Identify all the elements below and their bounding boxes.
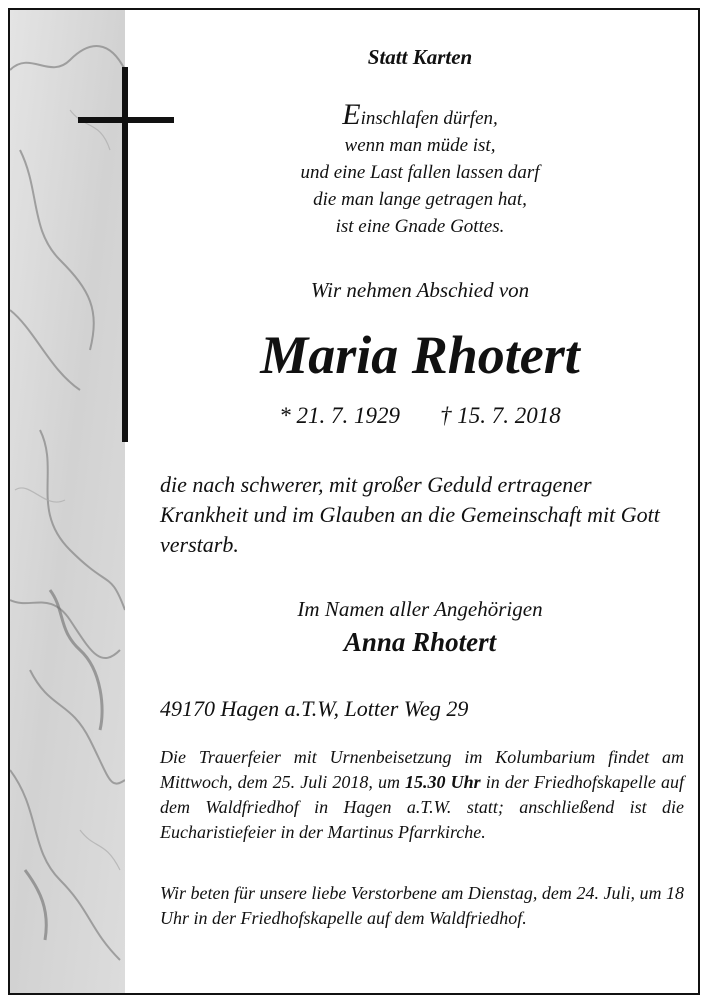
life-dates [160, 403, 680, 429]
marble-panel [10, 10, 125, 993]
poem-line: und eine Last fallen lassen darf [300, 162, 540, 183]
poem-line: die man lange getragen hat, [313, 189, 527, 210]
service-text-before: Die Trauerfeier mit Urnenbeisetzung im Kolumbarium findet am Mittwoch, dem 25. Juli 2018, um [160, 747, 684, 792]
service-text-after: in der Friedhofskapelle auf dem Waldfriedhof in Hagen a.T.W. statt; anschließend ist die Eucharistiefeier in der Martinus Pfarrkirche. [160, 772, 684, 842]
service-paragraph [160, 745, 684, 845]
family-signature: Anna Rhotert [343, 627, 497, 657]
marble-veins-image [10, 10, 125, 993]
cross-vertical-bar [122, 67, 128, 442]
family-intro: Im Namen aller Angehörigen [297, 597, 543, 621]
death-date: † 15. 7. 2018 [440, 403, 561, 428]
obituary-card [8, 8, 700, 995]
prayer-paragraph: Wir beten für unsere liebe Verstorbene am Dienstag, dem 24. Juli, um 18 Uhr in der Friedhofskapelle auf dem Waldfriedhof. [160, 883, 684, 928]
deceased-name: Maria Rhotert [260, 325, 580, 385]
birth-date: * 21. 7. 1929 [279, 403, 400, 428]
poem-line: ist eine Gnade Gottes. [335, 216, 505, 237]
address: 49170 Hagen a.T.W, Lotter Weg 29 [160, 696, 469, 721]
poem-line: Einschlafen dürfen, [342, 98, 498, 131]
description-paragraph: die nach schwerer, mit großer Geduld ertragener Krankheit und im Glauben an die Gemeinschaft mit Gott verstarb. [160, 472, 660, 557]
poem [160, 98, 680, 240]
statt-karten-heading: Statt Karten [367, 45, 473, 69]
service-time: 15.30 Uhr [405, 772, 481, 792]
poem-line: wenn man müde ist, [344, 135, 496, 156]
farewell-intro: Wir nehmen Abschied von [310, 278, 530, 302]
